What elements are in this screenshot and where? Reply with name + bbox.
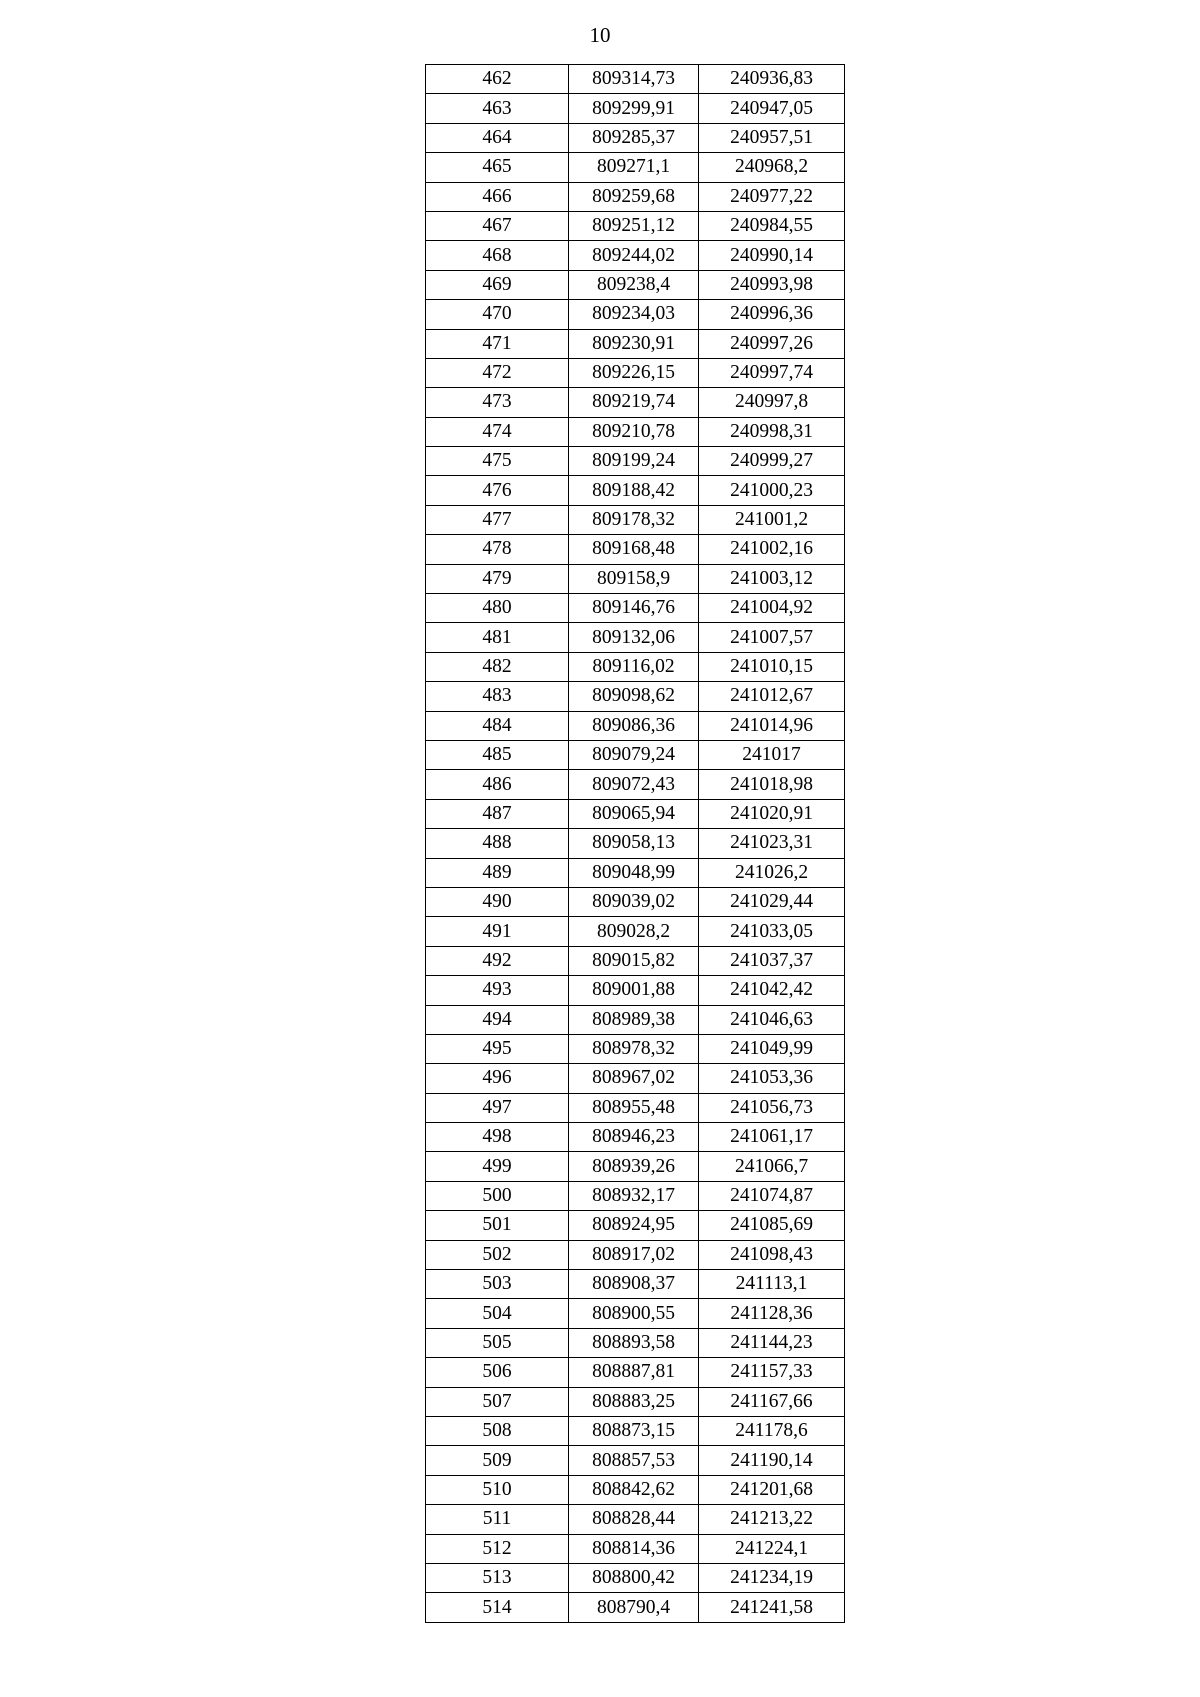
x-coordinate-cell: 808932,17 — [569, 1181, 699, 1210]
table-row — [426, 1416, 845, 1445]
point-number-cell: 511 — [426, 1505, 569, 1534]
table-row — [426, 211, 845, 240]
point-number-cell: 478 — [426, 535, 569, 564]
table-row — [426, 1211, 845, 1240]
table-row — [426, 799, 845, 828]
y-coordinate-cell: 241144,23 — [699, 1328, 845, 1357]
y-coordinate-cell: 241001,2 — [699, 505, 845, 534]
point-number-cell: 470 — [426, 300, 569, 329]
table-row — [426, 858, 845, 887]
x-coordinate-cell: 809168,48 — [569, 535, 699, 564]
point-number-cell: 468 — [426, 241, 569, 270]
table-row — [426, 1593, 845, 1622]
x-coordinate-cell: 808908,37 — [569, 1270, 699, 1299]
y-coordinate-cell: 241012,67 — [699, 682, 845, 711]
x-coordinate-cell: 809048,99 — [569, 858, 699, 887]
y-coordinate-cell: 241029,44 — [699, 887, 845, 916]
y-coordinate-cell: 240997,26 — [699, 329, 845, 358]
table-row — [426, 417, 845, 446]
y-coordinate-cell: 241053,36 — [699, 1064, 845, 1093]
coordinates-table — [425, 64, 845, 1623]
x-coordinate-cell: 809039,02 — [569, 887, 699, 916]
x-coordinate-cell: 808989,38 — [569, 1005, 699, 1034]
x-coordinate-cell: 808978,32 — [569, 1034, 699, 1063]
x-coordinate-cell: 809226,15 — [569, 358, 699, 387]
table-row — [426, 535, 845, 564]
point-number-cell: 502 — [426, 1240, 569, 1269]
table-row — [426, 1328, 845, 1357]
point-number-cell: 495 — [426, 1034, 569, 1063]
point-number-cell: 479 — [426, 564, 569, 593]
coordinates-table-body — [426, 65, 845, 1623]
x-coordinate-cell: 809188,42 — [569, 476, 699, 505]
point-number-cell: 499 — [426, 1152, 569, 1181]
point-number-cell: 507 — [426, 1387, 569, 1416]
y-coordinate-cell: 240996,36 — [699, 300, 845, 329]
point-number-cell: 514 — [426, 1593, 569, 1622]
table-row — [426, 829, 845, 858]
y-coordinate-cell: 241128,36 — [699, 1299, 845, 1328]
point-number-cell: 481 — [426, 623, 569, 652]
table-row — [426, 1387, 845, 1416]
table-row — [426, 300, 845, 329]
table-row — [426, 1034, 845, 1063]
point-number-cell: 462 — [426, 65, 569, 94]
y-coordinate-cell: 241113,1 — [699, 1270, 845, 1299]
x-coordinate-cell: 809158,9 — [569, 564, 699, 593]
x-coordinate-cell: 809271,1 — [569, 153, 699, 182]
y-coordinate-cell: 240968,2 — [699, 153, 845, 182]
x-coordinate-cell: 809072,43 — [569, 770, 699, 799]
table-row — [426, 1505, 845, 1534]
point-number-cell: 475 — [426, 447, 569, 476]
y-coordinate-cell: 241026,2 — [699, 858, 845, 887]
point-number-cell: 465 — [426, 153, 569, 182]
x-coordinate-cell: 809146,76 — [569, 594, 699, 623]
x-coordinate-cell: 809015,82 — [569, 946, 699, 975]
point-number-cell: 492 — [426, 946, 569, 975]
table-row — [426, 740, 845, 769]
x-coordinate-cell: 808946,23 — [569, 1123, 699, 1152]
x-coordinate-cell: 808917,02 — [569, 1240, 699, 1269]
x-coordinate-cell: 809314,73 — [569, 65, 699, 94]
x-coordinate-cell: 809028,2 — [569, 917, 699, 946]
x-coordinate-cell: 809219,74 — [569, 388, 699, 417]
y-coordinate-cell: 241033,05 — [699, 917, 845, 946]
y-coordinate-cell: 240947,05 — [699, 94, 845, 123]
page-number: 10 — [589, 23, 611, 47]
y-coordinate-cell: 241085,69 — [699, 1211, 845, 1240]
y-coordinate-cell: 241014,96 — [699, 711, 845, 740]
table-row — [426, 1240, 845, 1269]
y-coordinate-cell: 241056,73 — [699, 1093, 845, 1122]
x-coordinate-cell: 808967,02 — [569, 1064, 699, 1093]
y-coordinate-cell: 240977,22 — [699, 182, 845, 211]
table-row — [426, 358, 845, 387]
table-row — [426, 505, 845, 534]
table-row — [426, 946, 845, 975]
table-row — [426, 711, 845, 740]
y-coordinate-cell: 241201,68 — [699, 1475, 845, 1504]
x-coordinate-cell: 809132,06 — [569, 623, 699, 652]
point-number-cell: 487 — [426, 799, 569, 828]
x-coordinate-cell: 808828,44 — [569, 1505, 699, 1534]
point-number-cell: 467 — [426, 211, 569, 240]
point-number-cell: 485 — [426, 740, 569, 769]
y-coordinate-cell: 240936,83 — [699, 65, 845, 94]
table-row — [426, 682, 845, 711]
x-coordinate-cell: 808842,62 — [569, 1475, 699, 1504]
y-coordinate-cell: 241241,58 — [699, 1593, 845, 1622]
table-row — [426, 976, 845, 1005]
x-coordinate-cell: 809086,36 — [569, 711, 699, 740]
point-number-cell: 466 — [426, 182, 569, 211]
point-number-cell: 512 — [426, 1534, 569, 1563]
table-row — [426, 1358, 845, 1387]
point-number-cell: 494 — [426, 1005, 569, 1034]
x-coordinate-cell: 809178,32 — [569, 505, 699, 534]
x-coordinate-cell: 809210,78 — [569, 417, 699, 446]
y-coordinate-cell: 241190,14 — [699, 1446, 845, 1475]
x-coordinate-cell: 809065,94 — [569, 799, 699, 828]
table-row — [426, 65, 845, 94]
table-row — [426, 123, 845, 152]
y-coordinate-cell: 241010,15 — [699, 652, 845, 681]
x-coordinate-cell: 808857,53 — [569, 1446, 699, 1475]
table-row — [426, 476, 845, 505]
point-number-cell: 505 — [426, 1328, 569, 1357]
x-coordinate-cell: 809299,91 — [569, 94, 699, 123]
point-number-cell: 497 — [426, 1093, 569, 1122]
point-number-cell: 469 — [426, 270, 569, 299]
y-coordinate-cell: 241167,66 — [699, 1387, 845, 1416]
x-coordinate-cell: 809238,4 — [569, 270, 699, 299]
y-coordinate-cell: 240990,14 — [699, 241, 845, 270]
point-number-cell: 491 — [426, 917, 569, 946]
point-number-cell: 503 — [426, 1270, 569, 1299]
point-number-cell: 490 — [426, 887, 569, 916]
point-number-cell: 493 — [426, 976, 569, 1005]
point-number-cell: 474 — [426, 417, 569, 446]
point-number-cell: 484 — [426, 711, 569, 740]
x-coordinate-cell: 808893,58 — [569, 1328, 699, 1357]
y-coordinate-cell: 241074,87 — [699, 1181, 845, 1210]
table-row — [426, 1299, 845, 1328]
x-coordinate-cell: 809199,24 — [569, 447, 699, 476]
point-number-cell: 496 — [426, 1064, 569, 1093]
y-coordinate-cell: 241046,63 — [699, 1005, 845, 1034]
table-row — [426, 182, 845, 211]
x-coordinate-cell: 809001,88 — [569, 976, 699, 1005]
x-coordinate-cell: 808887,81 — [569, 1358, 699, 1387]
x-coordinate-cell: 809230,91 — [569, 329, 699, 358]
x-coordinate-cell: 809259,68 — [569, 182, 699, 211]
point-number-cell: 471 — [426, 329, 569, 358]
table-row — [426, 594, 845, 623]
table-row — [426, 153, 845, 182]
y-coordinate-cell: 240998,31 — [699, 417, 845, 446]
y-coordinate-cell: 241234,19 — [699, 1563, 845, 1592]
table-row — [426, 623, 845, 652]
table-row — [426, 447, 845, 476]
y-coordinate-cell: 241037,37 — [699, 946, 845, 975]
x-coordinate-cell: 808800,42 — [569, 1563, 699, 1592]
point-number-cell: 472 — [426, 358, 569, 387]
table-row — [426, 1005, 845, 1034]
y-coordinate-cell: 241098,43 — [699, 1240, 845, 1269]
point-number-cell: 464 — [426, 123, 569, 152]
table-row — [426, 564, 845, 593]
point-number-cell: 500 — [426, 1181, 569, 1210]
table-row — [426, 770, 845, 799]
x-coordinate-cell: 808883,25 — [569, 1387, 699, 1416]
y-coordinate-cell: 241002,16 — [699, 535, 845, 564]
point-number-cell: 482 — [426, 652, 569, 681]
x-coordinate-cell: 809079,24 — [569, 740, 699, 769]
y-coordinate-cell: 241007,57 — [699, 623, 845, 652]
y-coordinate-cell: 241157,33 — [699, 1358, 845, 1387]
table-row — [426, 241, 845, 270]
x-coordinate-cell: 808873,15 — [569, 1416, 699, 1445]
y-coordinate-cell: 241017 — [699, 740, 845, 769]
table-row — [426, 1152, 845, 1181]
y-coordinate-cell: 241023,31 — [699, 829, 845, 858]
table-row — [426, 1093, 845, 1122]
table-row — [426, 1446, 845, 1475]
x-coordinate-cell: 808814,36 — [569, 1534, 699, 1563]
point-number-cell: 510 — [426, 1475, 569, 1504]
point-number-cell: 483 — [426, 682, 569, 711]
y-coordinate-cell: 241000,23 — [699, 476, 845, 505]
y-coordinate-cell: 241020,91 — [699, 799, 845, 828]
table-row — [426, 1181, 845, 1210]
table-row — [426, 1270, 845, 1299]
point-number-cell: 488 — [426, 829, 569, 858]
point-number-cell: 463 — [426, 94, 569, 123]
y-coordinate-cell: 240997,74 — [699, 358, 845, 387]
y-coordinate-cell: 241061,17 — [699, 1123, 845, 1152]
y-coordinate-cell: 240993,98 — [699, 270, 845, 299]
table-row — [426, 1475, 845, 1504]
point-number-cell: 501 — [426, 1211, 569, 1240]
table-row — [426, 329, 845, 358]
y-coordinate-cell: 240984,55 — [699, 211, 845, 240]
y-coordinate-cell: 241004,92 — [699, 594, 845, 623]
point-number-cell: 489 — [426, 858, 569, 887]
y-coordinate-cell: 241003,12 — [699, 564, 845, 593]
x-coordinate-cell: 809251,12 — [569, 211, 699, 240]
y-coordinate-cell: 241066,7 — [699, 1152, 845, 1181]
table-row — [426, 652, 845, 681]
x-coordinate-cell: 808955,48 — [569, 1093, 699, 1122]
table-row — [426, 1064, 845, 1093]
x-coordinate-cell: 809244,02 — [569, 241, 699, 270]
x-coordinate-cell: 809116,02 — [569, 652, 699, 681]
table-row — [426, 1534, 845, 1563]
y-coordinate-cell: 241018,98 — [699, 770, 845, 799]
x-coordinate-cell: 808924,95 — [569, 1211, 699, 1240]
table-row — [426, 917, 845, 946]
table-row — [426, 270, 845, 299]
table-row — [426, 388, 845, 417]
y-coordinate-cell: 240997,8 — [699, 388, 845, 417]
x-coordinate-cell: 809098,62 — [569, 682, 699, 711]
x-coordinate-cell: 808939,26 — [569, 1152, 699, 1181]
point-number-cell: 508 — [426, 1416, 569, 1445]
point-number-cell: 477 — [426, 505, 569, 534]
y-coordinate-cell: 240957,51 — [699, 123, 845, 152]
point-number-cell: 504 — [426, 1299, 569, 1328]
y-coordinate-cell: 241213,22 — [699, 1505, 845, 1534]
point-number-cell: 476 — [426, 476, 569, 505]
point-number-cell: 480 — [426, 594, 569, 623]
point-number-cell: 509 — [426, 1446, 569, 1475]
table-row — [426, 887, 845, 916]
x-coordinate-cell: 809234,03 — [569, 300, 699, 329]
point-number-cell: 513 — [426, 1563, 569, 1592]
table-row — [426, 1563, 845, 1592]
y-coordinate-cell: 241049,99 — [699, 1034, 845, 1063]
y-coordinate-cell: 241042,42 — [699, 976, 845, 1005]
x-coordinate-cell: 808900,55 — [569, 1299, 699, 1328]
point-number-cell: 506 — [426, 1358, 569, 1387]
y-coordinate-cell: 241178,6 — [699, 1416, 845, 1445]
point-number-cell: 486 — [426, 770, 569, 799]
table-row — [426, 1123, 845, 1152]
table-row — [426, 94, 845, 123]
x-coordinate-cell: 809285,37 — [569, 123, 699, 152]
x-coordinate-cell: 809058,13 — [569, 829, 699, 858]
point-number-cell: 498 — [426, 1123, 569, 1152]
y-coordinate-cell: 240999,27 — [699, 447, 845, 476]
point-number-cell: 473 — [426, 388, 569, 417]
y-coordinate-cell: 241224,1 — [699, 1534, 845, 1563]
x-coordinate-cell: 808790,4 — [569, 1593, 699, 1622]
